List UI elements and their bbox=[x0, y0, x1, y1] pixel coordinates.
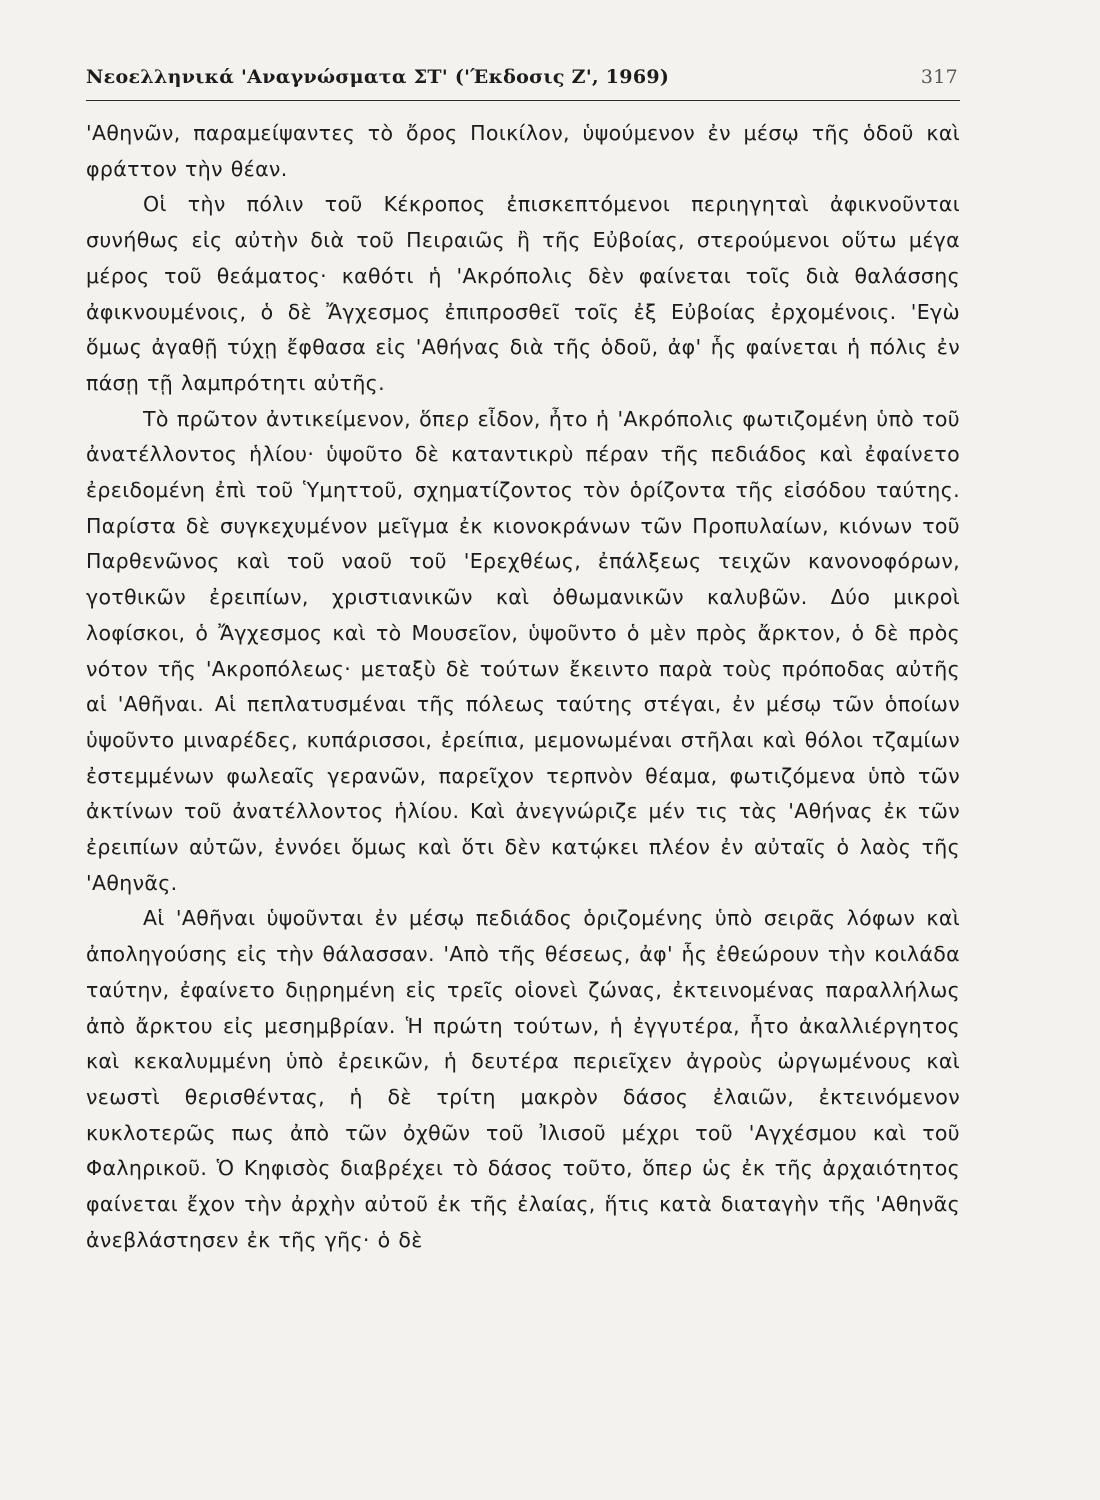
body-text bbox=[86, 116, 960, 1259]
page-number: 317 bbox=[920, 66, 958, 88]
paragraph: Αἱ 'Αθῆναι ὑψοῦνται ἐν μέσῳ πεδιάδος ὁριζομένης ὑπὸ σειρᾶς λόφων καὶ ἀποληγούσης εἰς τὴν θάλασσαν. 'Απὸ τῆς θέσεως, ἀφ' ἧς ἐθεώρουν τὴν κοιλάδα ταύτην, ἐφαίνετο διῃρημένη εἰς τρεῖς οἱονεὶ ζώνας, ἐκτεινομένας παραλλήλως ἀπὸ ἄρκτου εἰς μεσημβρίαν. Ἡ πρώτη τούτων, ἡ ἐγγυτέρα, ἦτο ἀκαλλιέργητος καὶ κεκαλυμμένη ὑπὸ ἐρεικῶν, ἡ δευτέρα περιεῖχεν ἀγροὺς ὠργωμένους καὶ νεωστὶ θερισθέντας, ἡ δὲ τρίτη μακρὸν δάσος ἐλαιῶν, ἐκτεινόμενον κυκλοτερῶς πως ἀπὸ τῶν ὀχθῶν τοῦ Ἰλισοῦ μέχρι τοῦ 'Αγχέσμου καὶ τοῦ Φαληρικοῦ. Ὁ Κηφισὸς διαβρέχει τὸ δάσος τοῦτο, ὅπερ ὡς ἐκ τῆς ἀρχαιότητος φαίνεται ἔχον τὴν ἀρχὴν αὐτοῦ ἐκ τῆς ἐλαίας, ἥτις κατὰ διαταγὴν τῆς 'Αθηνᾶς ἀνεβλάστησεν ἐκ τῆς γῆς· ὁ δὲ bbox=[86, 906, 960, 1252]
paragraph: Τὸ πρῶτον ἀντικείμενον, ὅπερ εἶδον, ἦτο ἡ 'Ακρόπολις φωτιζομένη ὑπὸ τοῦ ἀνατέλλοντος ἡλίου· ὑψοῦτο δὲ καταντικρὺ πέραν τῆς πεδιάδος καὶ ἐφαίνετο ἐρειδομένη ἐπὶ τοῦ Ὑμηττοῦ, σχηματίζοντος τὸν ὁρίζοντα τῆς εἰσόδου ταύτης. Παρίστα δὲ συγκεχυμένον μεῖγμα ἐκ κιονοκράνων τῶν Προπυλαίων, κιόνων τοῦ Παρθενῶνος καὶ τοῦ ναοῦ τοῦ 'Ερεχθέως, ἐπάλξεως τειχῶν κανονοφόρων, γοτθικῶν ἐρειπίων, χριστιανικῶν καὶ ὀθωμανικῶν καλυβῶν. Δύο μικροὶ λοφίσκοι, ὁ Ἄγχεσμος καὶ τὸ Μουσεῖον, ὑψοῦντο ὁ μὲν πρὸς ἄρκτον, ὁ δὲ πρὸς νότον τῆς 'Ακροπόλεως· μεταξὺ δὲ τούτων ἔκειντο παρὰ τοὺς πρόποδας αὐτῆς αἱ 'Αθῆναι. Αἱ πεπλατυσμέναι τῆς πόλεως ταύτης στέγαι, ἐν μέσῳ τῶν ὁποίων ὑψοῦντο μιναρέδες, κυπάρισσοι, ἐρείπια, μεμονωμέναι στῆλαι καὶ θόλοι τζαμίων ἐστεμμένων φωλεαῖς γερανῶν, παρεῖχον τερπνὸν θέαμα, φωτιζόμενα ὑπὸ τῶν ἀκτίνων τοῦ ἀνατέλλοντος ἡλίου. Καὶ ἀνεγνώριζε μέν τις τὰς 'Αθήνας ἐκ τῶν ἐρειπίων αὐτῶν, ἐννόει ὅμως καὶ ὅτι δὲν κατῴκει πλέον ἐν αὐταῖς ὁ λαὸς τῆς 'Αθηνᾶς. bbox=[86, 406, 960, 895]
running-header bbox=[86, 64, 960, 96]
header-rule bbox=[86, 100, 960, 101]
paragraph-continued: 'Αθηνῶν, παραμείψαντες τὸ ὄρος Ποικίλον, ὑψούμενον ἐν μέσῳ τῆς ὁδοῦ καὶ φράττον τὴν θέαν. bbox=[86, 121, 960, 181]
paragraph: Οἱ τὴν πόλιν τοῦ Κέκροπος ἐπισκεπτόμενοι περιηγηταὶ ἀφικνοῦνται συνήθως εἰς αὐτὴν διὰ τοῦ Πειραιῶς ἢ τῆς Εὐβοίας, στερούμενοι οὕτω μέγα μέρος τοῦ θεάματος· καθότι ἡ 'Ακρόπολις δὲν φαίνεται τοῖς διὰ θαλάσσης ἀφικνουμένοις, ὁ δὲ Ἄγχεσμος ἐπιπροσθεῖ τοῖς ἐξ Εὐβοίας ἐρχομένοις. 'Εγὼ ὅμως ἀγαθῇ τύχῃ ἔφθασα εἰς 'Αθήνας διὰ τῆς ὁδοῦ, ἀφ' ἧς φαίνεται ἡ πόλις ἐν πάσῃ τῇ λαμπρότητι αὐτῆς. bbox=[86, 192, 960, 395]
running-header-title: Νεοελληνικά 'Αναγνώσματα ΣΤ' ('Έκδοσις Ζ', 1969) bbox=[86, 66, 670, 88]
